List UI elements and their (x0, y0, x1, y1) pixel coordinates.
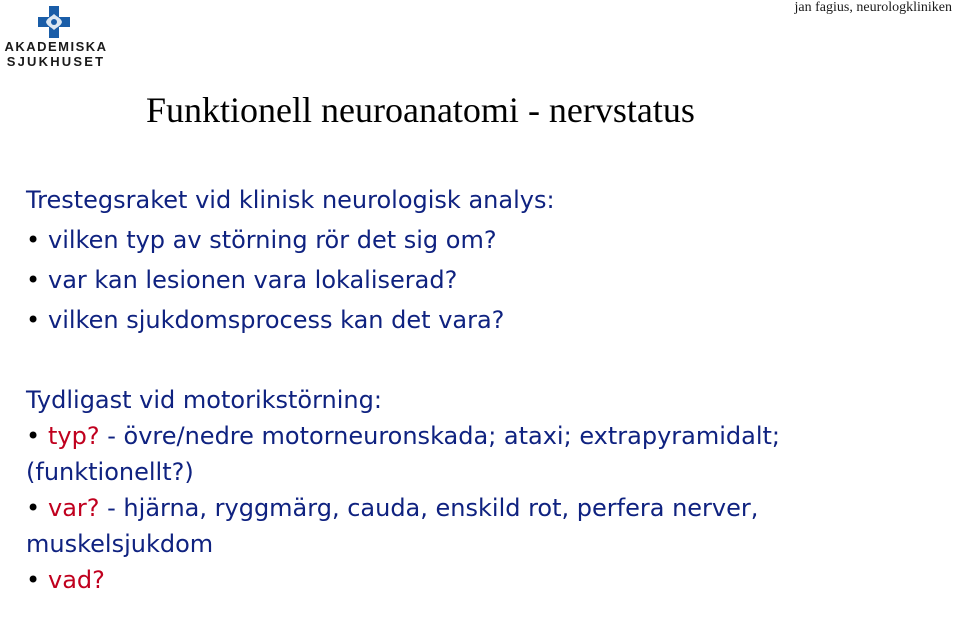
logo-text-line2: SJUKHUSET (6, 54, 106, 69)
bullet-icon: • (26, 306, 41, 334)
section2-item-key: vad? (48, 566, 105, 594)
bullet-icon: • (26, 422, 41, 450)
section1-item (26, 220, 946, 260)
section2-item (26, 418, 946, 454)
section1-item-text: var kan lesionen vara lokaliserad? (48, 266, 458, 294)
section2-heading: Tydligast vid motorikstörning: (26, 386, 382, 414)
section2-item (26, 562, 946, 598)
section1-item (26, 260, 946, 300)
section-spacer (26, 340, 946, 382)
author-label: jan fagius, neurologkliniken (794, 0, 952, 15)
section1-heading: Trestegsraket vid klinisk neurologisk analys: (26, 186, 555, 214)
bullet-icon: • (26, 566, 41, 594)
slide-title: Funktionell neuroanatomi - nervstatus (146, 90, 695, 130)
section1-item (26, 300, 946, 340)
section2-item (26, 490, 946, 526)
section2-item-text: - övre/nedre motorneuronskada; ataxi; extrapyramidalt; (99, 422, 781, 450)
section2-item-key: typ? (48, 422, 100, 450)
bullet-icon: • (26, 266, 41, 294)
logo-text-line1: AKADEMISKA (4, 39, 108, 54)
hospital-cross-icon (37, 5, 71, 39)
bullet-icon: • (26, 226, 41, 254)
section2-item-continuation: muskelsjukdom (26, 530, 214, 558)
section2-item-text: - hjärna, ryggmärg, cauda, enskild rot, perfera nerver, (99, 494, 759, 522)
bullet-icon: • (26, 494, 41, 522)
hospital-logo (0, 0, 112, 75)
section1-item-text: vilken typ av störning rör det sig om? (48, 226, 497, 254)
section2-item-continuation: (funktionellt?) (26, 458, 194, 486)
section2-item-key: var? (48, 494, 100, 522)
slide-body (26, 180, 946, 598)
section1-item-text: vilken sjukdomsprocess kan det vara? (48, 306, 505, 334)
